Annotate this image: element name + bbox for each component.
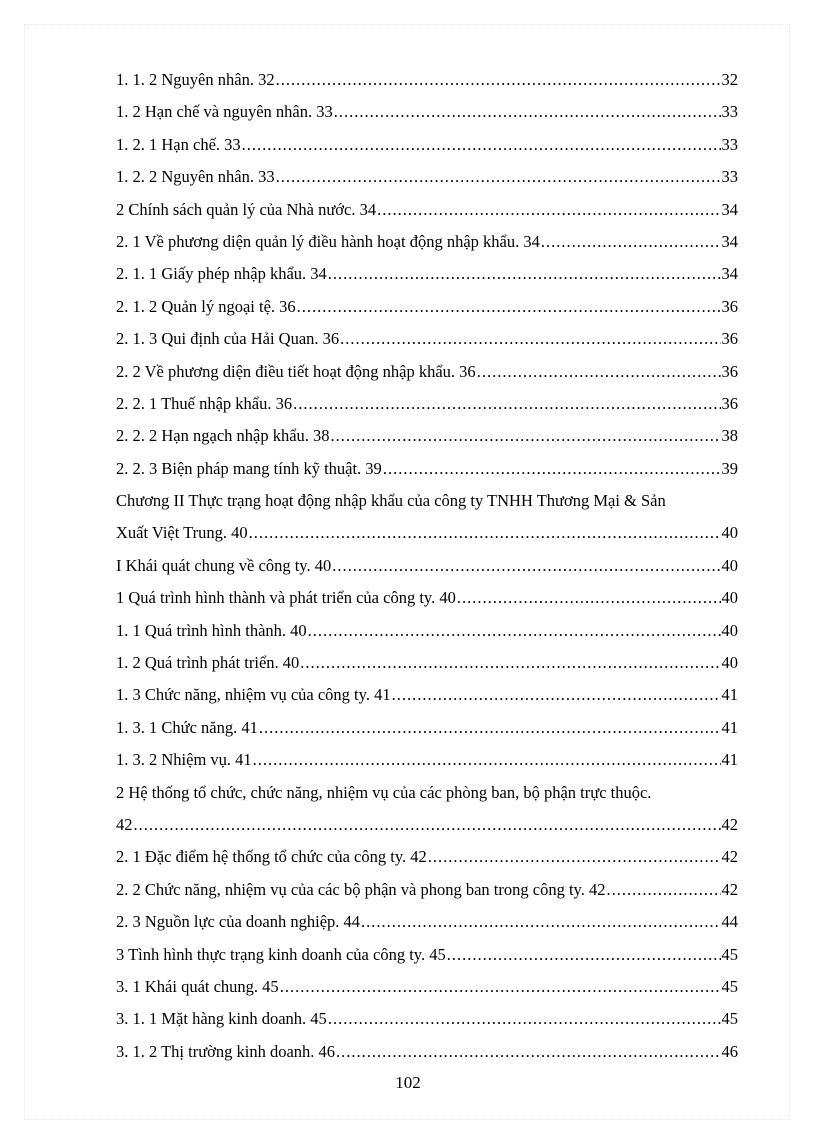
toc-entry-label: 2. 1. 2 Quản lý ngoại tệ. 36 xyxy=(116,296,296,316)
toc-entry-page: 40 xyxy=(721,555,738,575)
toc-entry-label: 2. 1. 3 Qui định của Hải Quan. 36 xyxy=(116,329,340,349)
toc-entry xyxy=(116,161,738,193)
toc-entry-page: 46 xyxy=(721,1041,738,1061)
dot-leader xyxy=(134,809,721,841)
toc-entry-page: 45 xyxy=(721,944,738,964)
toc-entry xyxy=(116,874,738,906)
dot-leader xyxy=(334,96,721,128)
toc-entry-label: 2. 1 Về phương diện quản lý điều hành hoạt động nhập khẩu. 34 xyxy=(116,231,540,251)
toc-entry-page: 41 xyxy=(721,750,738,770)
toc-entry-wrapped xyxy=(116,485,738,550)
toc-entry xyxy=(116,64,738,96)
toc-entry-page: 42 xyxy=(721,814,738,834)
dot-leader xyxy=(328,258,721,290)
toc-entry-page: 40 xyxy=(721,588,738,608)
toc-entry xyxy=(116,550,738,582)
toc-entry-label: 2. 2. 2 Hạn ngạch nhập khẩu. 38 xyxy=(116,426,330,446)
table-of-contents xyxy=(116,64,738,1068)
dot-leader xyxy=(377,194,720,226)
toc-entry xyxy=(116,453,738,485)
dot-leader xyxy=(328,1003,721,1035)
toc-entry xyxy=(116,194,738,226)
toc-entry-label: 3 Tình hình thực trạng kinh doanh của công ty. 45 xyxy=(116,944,446,964)
toc-entry-page: 36 xyxy=(721,329,738,349)
toc-entry-label: Chương II Thực trạng hoạt động nhập khẩu của công ty TNHH Thương Mại & Sản xyxy=(116,491,666,511)
toc-entry xyxy=(116,356,738,388)
toc-entry-page: 36 xyxy=(721,361,738,381)
dot-leader xyxy=(300,647,720,679)
toc-entry-page: 40 xyxy=(721,523,738,543)
dot-leader xyxy=(331,420,721,452)
toc-entry-page: 40 xyxy=(721,620,738,640)
dot-leader xyxy=(280,971,721,1003)
toc-entry-page: 41 xyxy=(721,685,738,705)
toc-entry-label: 1. 3 Chức năng, nhiệm vụ của công ty. 41 xyxy=(116,685,391,705)
toc-entry-page: 34 xyxy=(721,264,738,284)
toc-entry xyxy=(116,226,738,258)
toc-entry-page: 32 xyxy=(721,70,738,89)
toc-entry-label: 3. 1 Khái quát chung. 45 xyxy=(116,976,279,996)
dot-leader xyxy=(477,356,721,388)
toc-entry-page: 41 xyxy=(721,717,738,737)
toc-entry-page: 40 xyxy=(721,653,738,673)
toc-entry xyxy=(116,420,738,452)
toc-entry-label: 2. 1. 1 Giấy phép nhập khẩu. 34 xyxy=(116,264,327,284)
dot-leader xyxy=(249,517,721,549)
dot-leader xyxy=(457,582,721,614)
dot-leader xyxy=(392,679,721,711)
dot-leader xyxy=(276,161,721,193)
dot-leader xyxy=(253,744,721,776)
toc-entry xyxy=(116,841,738,873)
toc-entry xyxy=(116,388,738,420)
toc-entry-page: 33 xyxy=(721,167,738,187)
dot-leader xyxy=(259,712,721,744)
toc-entry-label: 2. 2. 3 Biện pháp mang tính kỹ thuật. 39 xyxy=(116,458,382,478)
toc-entry-label: 2. 1 Đặc điểm hệ thống tổ chức của công ty. 42 xyxy=(116,847,427,867)
toc-entry-label-cont: 42 xyxy=(116,814,133,834)
toc-entry-label: 2. 2. 1 Thuế nhập khẩu. 36 xyxy=(116,393,293,413)
dot-leader xyxy=(340,323,720,355)
toc-entry xyxy=(116,744,738,776)
toc-entry-page: 34 xyxy=(721,199,738,219)
toc-entry-label: 1. 3. 2 Nhiệm vụ. 41 xyxy=(116,750,252,770)
toc-entry xyxy=(116,258,738,290)
toc-entry-page: 45 xyxy=(721,1009,738,1029)
dot-leader xyxy=(276,64,721,96)
toc-entry xyxy=(116,291,738,323)
toc-entry-label: 1. 2. 1 Hạn chế. 33 xyxy=(116,134,241,154)
dot-leader xyxy=(293,388,720,420)
toc-entry-page: 45 xyxy=(721,976,738,996)
toc-entry-label: 2. 3 Nguồn lực của doanh nghiệp. 44 xyxy=(116,912,361,932)
toc-entry-label: 1 Quá trình hình thành và phát triển của công ty. 40 xyxy=(116,588,456,608)
toc-entry xyxy=(116,615,738,647)
toc-entry-label: 1. 1. 2 Nguyên nhân. 32 xyxy=(116,70,275,89)
dot-leader xyxy=(308,615,721,647)
toc-entry-label-cont: Xuất Việt Trung. 40 xyxy=(116,523,248,543)
toc-entry xyxy=(116,96,738,128)
toc-entry xyxy=(116,129,738,161)
toc-entry-label: 3. 1. 1 Mặt hàng kinh doanh. 45 xyxy=(116,1009,327,1029)
toc-entry xyxy=(116,647,738,679)
dot-leader xyxy=(383,453,721,485)
dot-leader xyxy=(297,291,721,323)
toc-entry xyxy=(116,679,738,711)
toc-entry xyxy=(116,712,738,744)
toc-entry-label: I Khái quát chung về công ty. 40 xyxy=(116,555,332,575)
dot-leader xyxy=(336,1036,720,1068)
toc-entry-page: 33 xyxy=(721,134,738,154)
toc-entry-page: 36 xyxy=(721,296,738,316)
toc-entry-label: 2. 2 Về phương diện điều tiết hoạt động nhập khẩu. 36 xyxy=(116,361,476,381)
toc-entry-label: 2 Chính sách quản lý của Nhà nước. 34 xyxy=(116,199,377,219)
toc-entry-label: 1. 3. 1 Chức năng. 41 xyxy=(116,717,258,737)
page-number: 102 xyxy=(395,1073,421,1092)
toc-entry-page: 42 xyxy=(721,847,738,867)
toc-entry-label: 1. 2. 2 Nguyên nhân. 33 xyxy=(116,167,275,187)
toc-entry xyxy=(116,939,738,971)
toc-entry-page: 36 xyxy=(721,393,738,413)
toc-entry-label: 2. 2 Chức năng, nhiệm vụ của các bộ phận và phong ban trong công ty. 42 xyxy=(116,879,606,899)
toc-entry xyxy=(116,1036,738,1068)
dot-leader xyxy=(606,874,720,906)
toc-entry xyxy=(116,323,738,355)
dot-leader xyxy=(541,226,721,258)
toc-entry xyxy=(116,971,738,1003)
toc-entry-page: 34 xyxy=(721,231,738,251)
dot-leader xyxy=(332,550,720,582)
toc-entry-label: 3. 1. 2 Thị trường kinh doanh. 46 xyxy=(116,1041,336,1061)
toc-entry-label: 1. 2 Quá trình phát triển. 40 xyxy=(116,653,300,673)
toc-entry-page: 33 xyxy=(721,102,738,122)
dot-leader xyxy=(361,906,720,938)
toc-entry-wrapped xyxy=(116,777,738,842)
toc-entry-page: 44 xyxy=(721,912,738,932)
dot-leader xyxy=(242,129,721,161)
toc-entry-label: 2 Hệ thống tổ chức, chức năng, nhiệm vụ của các phòng ban, bộ phận trực thuộc. xyxy=(116,782,652,802)
toc-entry xyxy=(116,1003,738,1035)
toc-entry-page: 42 xyxy=(721,879,738,899)
toc-entry-label: 1. 1 Quá trình hình thành. 40 xyxy=(116,620,307,640)
dot-leader xyxy=(428,841,721,873)
toc-entry-page: 38 xyxy=(721,426,738,446)
toc-entry-page: 39 xyxy=(721,458,738,478)
toc-entry xyxy=(116,906,738,938)
toc-entry xyxy=(116,582,738,614)
toc-entry-label: 1. 2 Hạn chế và nguyên nhân. 33 xyxy=(116,102,333,122)
dot-leader xyxy=(447,939,721,971)
